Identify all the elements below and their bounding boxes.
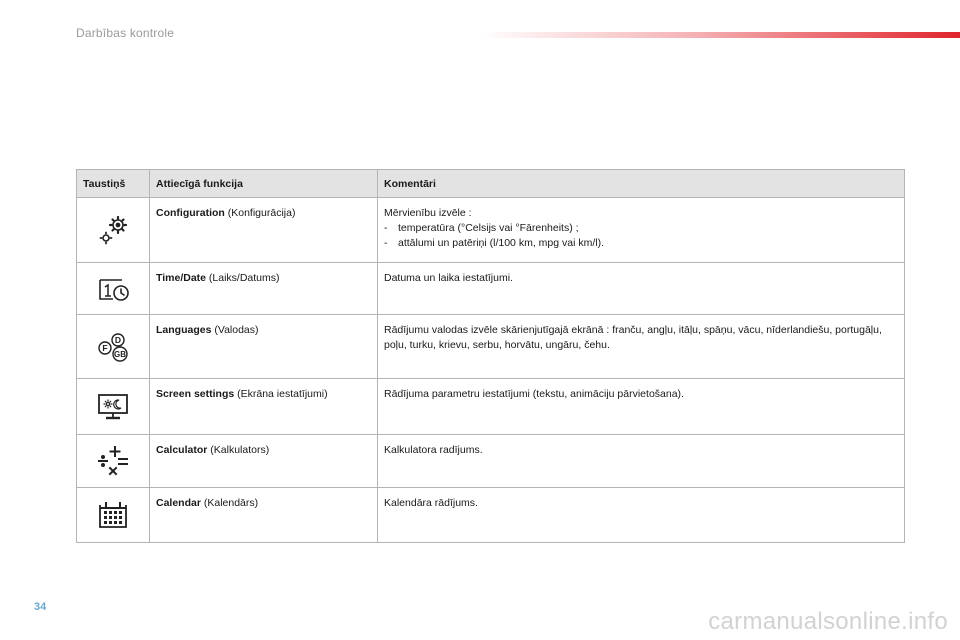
languages-icon	[93, 331, 133, 363]
function-desc: (Valodas)	[211, 324, 259, 336]
table-row	[77, 435, 905, 488]
function-name: Configuration	[156, 207, 225, 219]
comment-text: Datuma un laika iestatījumi.	[384, 272, 513, 284]
table-row	[77, 488, 905, 543]
function-desc: (Kalendārs)	[200, 497, 259, 509]
function-desc: (Kalkulators)	[207, 444, 270, 456]
function-name: Calendar	[156, 497, 201, 509]
calculator-icon	[95, 445, 131, 477]
watermark-link[interactable]: carmanualsonline.info	[708, 608, 948, 635]
key-cell	[77, 379, 150, 435]
table-row	[77, 379, 905, 435]
function-desc: (Konfigurācija)	[224, 207, 296, 219]
function-cell	[150, 379, 378, 435]
comment-cell	[378, 315, 905, 379]
calendar-icon	[96, 499, 130, 531]
header-key: Taustiņš	[77, 170, 150, 198]
key-cell	[77, 198, 150, 263]
time-date-icon	[95, 274, 131, 304]
comment-text: Rādījuma parametru iestatījumi (tekstu, animāciju pārvietošana).	[384, 388, 684, 400]
key-cell	[77, 488, 150, 543]
svg-text:F: F	[102, 342, 108, 353]
key-cell	[77, 315, 150, 379]
key-cell	[77, 263, 150, 315]
svg-text:GB: GB	[114, 349, 126, 359]
comment-text: Mērvienību izvēle :	[384, 207, 472, 219]
function-cell	[150, 198, 378, 263]
key-cell	[77, 435, 150, 488]
page-number: 34	[34, 601, 47, 613]
header-comments: Komentāri	[378, 170, 905, 198]
function-name: Screen settings	[156, 388, 235, 400]
controls-table	[76, 169, 905, 543]
table-header-row	[77, 170, 905, 198]
comment-cell	[378, 435, 905, 488]
comment-text: Rādījumu valodas izvēle skārienjutīgajā ekrānā : franču, angļu, itāļu, spāņu, vācu, nīderlandiešu, portugāļu, poļu, turku, krievu, serbu, horvātu, ungāru, čehu.	[384, 324, 882, 351]
table-row	[77, 263, 905, 315]
header-accent-bar	[480, 32, 960, 38]
comment-list-item: - temperatūra (°Celsijs vai °Fārenheits) ;	[384, 222, 579, 234]
function-cell	[150, 435, 378, 488]
comment-cell	[378, 488, 905, 543]
svg-text:D: D	[114, 334, 122, 345]
function-cell	[150, 488, 378, 543]
header-function: Attiecīgā funkcija	[150, 170, 378, 198]
function-name: Languages	[156, 324, 212, 336]
comment-cell	[378, 263, 905, 315]
comment-cell	[378, 379, 905, 435]
function-name: Calculator	[156, 444, 208, 456]
table-row	[77, 198, 905, 263]
comment-cell	[378, 198, 905, 263]
comment-text: Kalkulatora radījums.	[384, 444, 483, 456]
section-title: Darbības kontrole	[76, 26, 175, 40]
gears-icon	[96, 213, 130, 247]
comment-text: Kalendāra rādījums.	[384, 497, 478, 509]
comment-list-item: - attālumi un patēriņi (l/100 km, mpg vai km/l).	[384, 237, 604, 249]
function-cell	[150, 315, 378, 379]
function-desc: (Laiks/Datums)	[206, 272, 280, 284]
function-desc: (Ekrāna iestatījumi)	[234, 388, 328, 400]
table-row	[77, 315, 905, 379]
screen-settings-icon	[96, 392, 130, 422]
function-name: Time/Date	[156, 272, 206, 284]
function-cell	[150, 263, 378, 315]
